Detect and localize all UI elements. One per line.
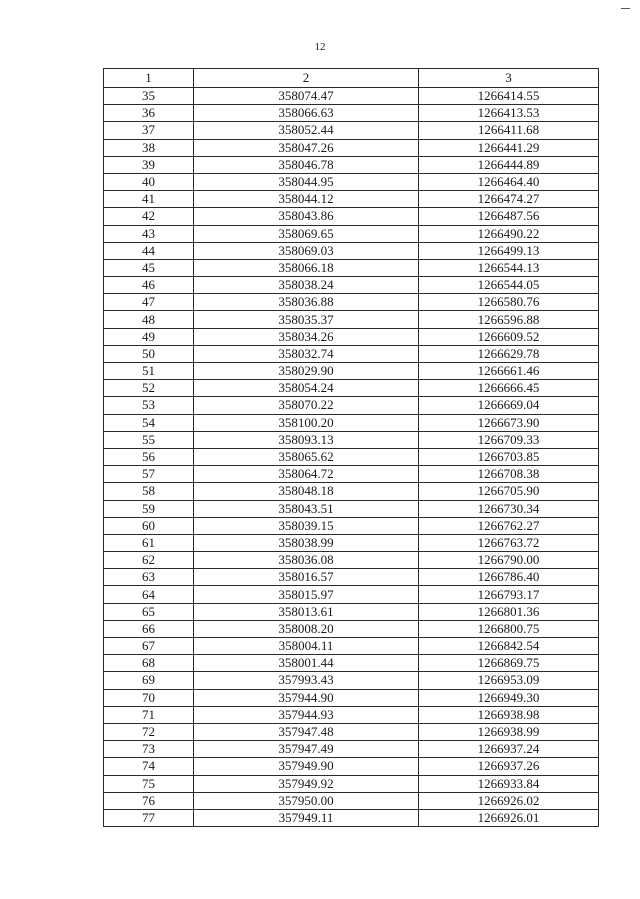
x-coordinate-cell: 358069.03 (194, 242, 419, 259)
y-coordinate-cell: 1266842.54 (419, 638, 599, 655)
table-row (104, 294, 599, 311)
table-row (104, 225, 599, 242)
table-row (104, 552, 599, 569)
x-coordinate-cell: 358008.20 (194, 620, 419, 637)
x-coordinate-cell: 357949.92 (194, 775, 419, 792)
x-coordinate-cell: 358039.15 (194, 517, 419, 534)
y-coordinate-cell: 1266629.78 (419, 345, 599, 362)
point-number-cell: 45 (104, 259, 194, 276)
column-header-1: 1 (104, 69, 194, 88)
table-row (104, 723, 599, 740)
y-coordinate-cell: 1266544.05 (419, 277, 599, 294)
table-row (104, 122, 599, 139)
y-coordinate-cell: 1266487.56 (419, 208, 599, 225)
point-number-cell: 50 (104, 345, 194, 362)
x-coordinate-cell: 358069.65 (194, 225, 419, 242)
point-number-cell: 41 (104, 191, 194, 208)
x-coordinate-cell: 358035.37 (194, 311, 419, 328)
y-coordinate-cell: 1266786.40 (419, 569, 599, 586)
table-row (104, 655, 599, 672)
point-number-cell: 35 (104, 88, 194, 105)
table-row (104, 672, 599, 689)
y-coordinate-cell: 1266596.88 (419, 311, 599, 328)
point-number-cell: 40 (104, 173, 194, 190)
point-number-cell: 64 (104, 586, 194, 603)
point-number-cell: 49 (104, 328, 194, 345)
x-coordinate-cell: 357993.43 (194, 672, 419, 689)
table-row (104, 638, 599, 655)
page-number: 12 (314, 41, 326, 53)
x-coordinate-cell: 357947.49 (194, 741, 419, 758)
table-row (104, 741, 599, 758)
y-coordinate-cell: 1266673.90 (419, 414, 599, 431)
y-coordinate-cell: 1266801.36 (419, 603, 599, 620)
y-coordinate-cell: 1266499.13 (419, 242, 599, 259)
y-coordinate-cell: 1266709.33 (419, 431, 599, 448)
y-coordinate-cell: 1266869.75 (419, 655, 599, 672)
point-number-cell: 68 (104, 655, 194, 672)
table-row (104, 448, 599, 465)
point-number-cell: 58 (104, 483, 194, 500)
y-coordinate-cell: 1266580.76 (419, 294, 599, 311)
x-coordinate-cell: 358093.13 (194, 431, 419, 448)
y-coordinate-cell: 1266609.52 (419, 328, 599, 345)
table-row (104, 775, 599, 792)
table-row (104, 620, 599, 637)
table-row (104, 534, 599, 551)
table-row (104, 277, 599, 294)
x-coordinate-cell: 358034.26 (194, 328, 419, 345)
corner-mark (621, 8, 630, 9)
point-number-cell: 44 (104, 242, 194, 259)
y-coordinate-cell: 1266938.99 (419, 723, 599, 740)
x-coordinate-cell: 358032.74 (194, 345, 419, 362)
y-coordinate-cell: 1266938.98 (419, 706, 599, 723)
x-coordinate-cell: 358048.18 (194, 483, 419, 500)
table-row (104, 483, 599, 500)
y-coordinate-cell: 1266708.38 (419, 466, 599, 483)
point-number-cell: 43 (104, 225, 194, 242)
y-coordinate-cell: 1266411.68 (419, 122, 599, 139)
table-row (104, 603, 599, 620)
table-row (104, 191, 599, 208)
table-row (104, 792, 599, 809)
y-coordinate-cell: 1266444.89 (419, 156, 599, 173)
table-row (104, 311, 599, 328)
point-number-cell: 48 (104, 311, 194, 328)
y-coordinate-cell: 1266926.02 (419, 792, 599, 809)
point-number-cell: 66 (104, 620, 194, 637)
x-coordinate-cell: 358066.63 (194, 105, 419, 122)
table-row (104, 208, 599, 225)
point-number-cell: 56 (104, 448, 194, 465)
point-number-cell: 47 (104, 294, 194, 311)
point-number-cell: 75 (104, 775, 194, 792)
point-number-cell: 36 (104, 105, 194, 122)
column-header-3: 3 (419, 69, 599, 88)
x-coordinate-cell: 358036.88 (194, 294, 419, 311)
point-number-cell: 54 (104, 414, 194, 431)
x-coordinate-cell: 358070.22 (194, 397, 419, 414)
point-number-cell: 39 (104, 156, 194, 173)
point-number-cell: 53 (104, 397, 194, 414)
y-coordinate-cell: 1266669.04 (419, 397, 599, 414)
table-row (104, 363, 599, 380)
table-row (104, 156, 599, 173)
x-coordinate-cell: 358044.12 (194, 191, 419, 208)
y-coordinate-cell: 1266705.90 (419, 483, 599, 500)
x-coordinate-cell: 358054.24 (194, 380, 419, 397)
table-row (104, 173, 599, 190)
y-coordinate-cell: 1266441.29 (419, 139, 599, 156)
x-coordinate-cell: 358065.62 (194, 448, 419, 465)
table-row (104, 414, 599, 431)
x-coordinate-cell: 358029.90 (194, 363, 419, 380)
x-coordinate-cell: 358066.18 (194, 259, 419, 276)
table-row (104, 809, 599, 826)
point-number-cell: 37 (104, 122, 194, 139)
x-coordinate-cell: 357949.11 (194, 809, 419, 826)
table-header-row (104, 69, 599, 88)
point-number-cell: 52 (104, 380, 194, 397)
x-coordinate-cell: 358074.47 (194, 88, 419, 105)
x-coordinate-cell: 358064.72 (194, 466, 419, 483)
x-coordinate-cell: 357949.90 (194, 758, 419, 775)
point-number-cell: 74 (104, 758, 194, 775)
table-row (104, 242, 599, 259)
x-coordinate-cell: 358001.44 (194, 655, 419, 672)
x-coordinate-cell: 358036.08 (194, 552, 419, 569)
table-row (104, 380, 599, 397)
table-row (104, 758, 599, 775)
x-coordinate-cell: 357950.00 (194, 792, 419, 809)
point-number-cell: 46 (104, 277, 194, 294)
point-number-cell: 67 (104, 638, 194, 655)
point-number-cell: 38 (104, 139, 194, 156)
point-number-cell: 76 (104, 792, 194, 809)
x-coordinate-cell: 358044.95 (194, 173, 419, 190)
x-coordinate-cell: 358004.11 (194, 638, 419, 655)
table-row (104, 586, 599, 603)
table-row (104, 569, 599, 586)
point-number-cell: 71 (104, 706, 194, 723)
table-row (104, 689, 599, 706)
table-row (104, 517, 599, 534)
point-number-cell: 60 (104, 517, 194, 534)
x-coordinate-cell: 358052.44 (194, 122, 419, 139)
table-row (104, 139, 599, 156)
table-row (104, 259, 599, 276)
y-coordinate-cell: 1266937.26 (419, 758, 599, 775)
table-row (104, 500, 599, 517)
point-number-cell: 61 (104, 534, 194, 551)
point-number-cell: 72 (104, 723, 194, 740)
y-coordinate-cell: 1266790.00 (419, 552, 599, 569)
y-coordinate-cell: 1266414.55 (419, 88, 599, 105)
y-coordinate-cell: 1266762.27 (419, 517, 599, 534)
y-coordinate-cell: 1266703.85 (419, 448, 599, 465)
point-number-cell: 65 (104, 603, 194, 620)
y-coordinate-cell: 1266661.46 (419, 363, 599, 380)
y-coordinate-cell: 1266730.34 (419, 500, 599, 517)
point-number-cell: 77 (104, 809, 194, 826)
y-coordinate-cell: 1266464.40 (419, 173, 599, 190)
point-number-cell: 59 (104, 500, 194, 517)
x-coordinate-cell: 358100.20 (194, 414, 419, 431)
x-coordinate-cell: 358047.26 (194, 139, 419, 156)
y-coordinate-cell: 1266800.75 (419, 620, 599, 637)
table-row (104, 397, 599, 414)
table-row (104, 466, 599, 483)
point-number-cell: 69 (104, 672, 194, 689)
coordinates-table (103, 68, 599, 827)
point-number-cell: 62 (104, 552, 194, 569)
y-coordinate-cell: 1266926.01 (419, 809, 599, 826)
x-coordinate-cell: 357944.93 (194, 706, 419, 723)
x-coordinate-cell: 358015.97 (194, 586, 419, 603)
point-number-cell: 55 (104, 431, 194, 448)
y-coordinate-cell: 1266937.24 (419, 741, 599, 758)
x-coordinate-cell: 358038.99 (194, 534, 419, 551)
table-row (104, 706, 599, 723)
y-coordinate-cell: 1266763.72 (419, 534, 599, 551)
y-coordinate-cell: 1266793.17 (419, 586, 599, 603)
x-coordinate-cell: 358043.51 (194, 500, 419, 517)
table-row (104, 105, 599, 122)
x-coordinate-cell: 358013.61 (194, 603, 419, 620)
y-coordinate-cell: 1266413.53 (419, 105, 599, 122)
x-coordinate-cell: 358043.86 (194, 208, 419, 225)
point-number-cell: 42 (104, 208, 194, 225)
point-number-cell: 57 (104, 466, 194, 483)
y-coordinate-cell: 1266953.09 (419, 672, 599, 689)
y-coordinate-cell: 1266544.13 (419, 259, 599, 276)
table-row (104, 431, 599, 448)
column-header-2: 2 (194, 69, 419, 88)
x-coordinate-cell: 358038.24 (194, 277, 419, 294)
x-coordinate-cell: 358046.78 (194, 156, 419, 173)
point-number-cell: 63 (104, 569, 194, 586)
x-coordinate-cell: 358016.57 (194, 569, 419, 586)
point-number-cell: 51 (104, 363, 194, 380)
table-row (104, 328, 599, 345)
point-number-cell: 70 (104, 689, 194, 706)
table-row (104, 88, 599, 105)
y-coordinate-cell: 1266490.22 (419, 225, 599, 242)
table-row (104, 345, 599, 362)
point-number-cell: 73 (104, 741, 194, 758)
x-coordinate-cell: 357944.90 (194, 689, 419, 706)
y-coordinate-cell: 1266949.30 (419, 689, 599, 706)
y-coordinate-cell: 1266666.45 (419, 380, 599, 397)
y-coordinate-cell: 1266474.27 (419, 191, 599, 208)
y-coordinate-cell: 1266933.84 (419, 775, 599, 792)
table-body (104, 69, 599, 827)
x-coordinate-cell: 357947.48 (194, 723, 419, 740)
